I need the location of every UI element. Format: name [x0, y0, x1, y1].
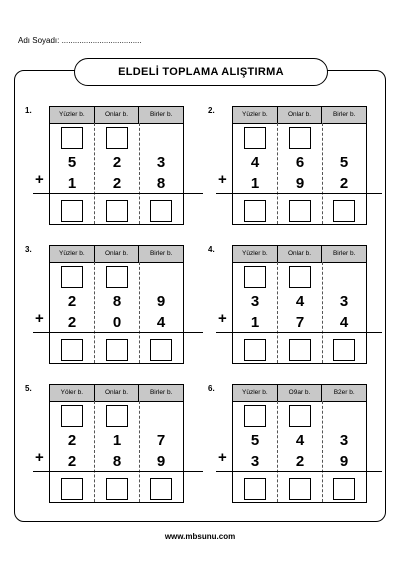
answer-box-tens[interactable] [106, 339, 128, 361]
bottom-digit-tens: 8 [112, 453, 122, 470]
sum-line [216, 471, 382, 472]
problem-3 [25, 245, 200, 365]
answer-box-tens[interactable] [106, 478, 128, 500]
header-ones: Birler b. [332, 111, 356, 118]
header-hundreds: Yüzler b. [50, 246, 95, 262]
header-hundreds: Yüzler b. [233, 107, 278, 123]
top-digit-ones: 3 [339, 293, 349, 310]
answer-box-hundreds[interactable] [61, 339, 83, 361]
column-divider [322, 262, 323, 363]
carry-box-hundreds[interactable] [244, 127, 266, 149]
column-divider [277, 123, 278, 224]
answer-box-ones[interactable] [333, 339, 355, 361]
problem-5 [25, 384, 200, 504]
header-tens: Onlar b. [95, 107, 140, 123]
problem-number: 2. [208, 106, 215, 115]
column-divider [277, 401, 278, 502]
bottom-digit-hundreds: 3 [250, 453, 260, 470]
carry-box-hundreds[interactable] [61, 405, 83, 427]
header-ones: Birler b. [332, 250, 356, 257]
top-digit-tens: 4 [295, 432, 305, 449]
carry-box-hundreds[interactable] [244, 266, 266, 288]
bottom-digit-ones: 2 [339, 175, 349, 192]
top-digit-hundreds: 4 [250, 154, 260, 171]
top-digit-tens: 6 [295, 154, 305, 171]
bottom-digit-ones: 9 [156, 453, 166, 470]
plus-sign: + [218, 171, 227, 188]
bottom-digit-ones: 4 [156, 314, 166, 331]
worksheet-title: ELDELİ TOPLAMA ALIŞTIRMA [74, 58, 328, 86]
column-divider [139, 401, 140, 502]
bottom-digit-hundreds: 1 [67, 175, 77, 192]
answer-box-ones[interactable] [333, 200, 355, 222]
top-digit-ones: 3 [339, 432, 349, 449]
header-ones: Birler b. [149, 111, 173, 118]
top-digit-hundreds: 5 [67, 154, 77, 171]
bottom-digit-tens: 9 [295, 175, 305, 192]
place-value-grid [49, 384, 184, 503]
answer-box-hundreds[interactable] [61, 200, 83, 222]
answer-box-tens[interactable] [289, 339, 311, 361]
carry-box-hundreds[interactable] [61, 266, 83, 288]
top-digit-hundreds: 5 [250, 432, 260, 449]
top-digit-tens: 4 [295, 293, 305, 310]
top-digit-tens: 2 [112, 154, 122, 171]
answer-box-ones[interactable] [333, 478, 355, 500]
carry-box-hundreds[interactable] [61, 127, 83, 149]
header-hundreds: Yüzler b. [233, 246, 278, 262]
student-name-line: Adı Soyadı: .................................... [18, 36, 142, 45]
column-divider [94, 401, 95, 502]
answer-box-ones[interactable] [150, 339, 172, 361]
problem-number: 4. [208, 245, 215, 254]
header-ones: Birler b. [149, 250, 173, 257]
problem-number: 6. [208, 384, 215, 393]
bottom-digit-ones: 9 [339, 453, 349, 470]
top-digit-hundreds: 2 [67, 293, 77, 310]
problem-1 [25, 106, 200, 226]
carry-box-hundreds[interactable] [244, 405, 266, 427]
column-divider [94, 262, 95, 363]
bottom-digit-hundreds: 1 [250, 314, 260, 331]
header-hundreds: Yöler b. [50, 385, 95, 401]
answer-box-hundreds[interactable] [244, 478, 266, 500]
problem-6 [208, 384, 383, 504]
header-hundreds: Yüzler b. [50, 107, 95, 123]
grid-header [50, 246, 183, 263]
place-value-grid [232, 384, 367, 503]
top-digit-tens: 8 [112, 293, 122, 310]
header-tens: Onlar b. [278, 246, 323, 262]
sum-line [216, 332, 382, 333]
header-ones: B2er b. [333, 389, 355, 396]
bottom-digit-ones: 4 [339, 314, 349, 331]
place-value-grid [232, 245, 367, 364]
column-divider [322, 401, 323, 502]
carry-box-tens[interactable] [106, 127, 128, 149]
column-divider [139, 123, 140, 224]
bottom-digit-hundreds: 2 [67, 314, 77, 331]
grid-header [50, 107, 183, 124]
carry-box-tens[interactable] [106, 266, 128, 288]
carry-box-tens[interactable] [289, 405, 311, 427]
place-value-grid [232, 106, 367, 225]
answer-box-ones[interactable] [150, 200, 172, 222]
bottom-digit-hundreds: 2 [67, 453, 77, 470]
plus-sign: + [218, 310, 227, 327]
sum-line [216, 193, 382, 194]
footer-url: www.mbsunu.com [164, 532, 236, 541]
column-divider [139, 262, 140, 363]
top-digit-tens: 1 [112, 432, 122, 449]
bottom-digit-tens: 0 [112, 314, 122, 331]
bottom-digit-tens: 2 [295, 453, 305, 470]
answer-box-tens[interactable] [289, 200, 311, 222]
problem-2 [208, 106, 383, 226]
header-tens: Onlar b. [95, 385, 140, 401]
plus-sign: + [218, 449, 227, 466]
bottom-digit-ones: 8 [156, 175, 166, 192]
carry-box-tens[interactable] [106, 405, 128, 427]
sum-line [33, 193, 203, 194]
header-tens: O9ar b. [278, 385, 323, 401]
answer-box-ones[interactable] [150, 478, 172, 500]
answer-box-tens[interactable] [106, 200, 128, 222]
place-value-grid [49, 245, 184, 364]
grid-header [233, 385, 366, 402]
place-value-grid [49, 106, 184, 225]
top-digit-hundreds: 3 [250, 293, 260, 310]
top-digit-ones: 9 [156, 293, 166, 310]
header-tens: Onlar b. [278, 107, 323, 123]
bottom-digit-tens: 7 [295, 314, 305, 331]
sum-line [33, 332, 203, 333]
plus-sign: + [35, 449, 44, 466]
top-digit-hundreds: 2 [67, 432, 77, 449]
problem-number: 5. [25, 384, 32, 393]
problem-4 [208, 245, 383, 365]
problem-number: 1. [25, 106, 32, 115]
answer-box-hundreds[interactable] [244, 339, 266, 361]
plus-sign: + [35, 310, 44, 327]
answer-box-hundreds[interactable] [61, 478, 83, 500]
plus-sign: + [35, 171, 44, 188]
column-divider [277, 262, 278, 363]
answer-box-hundreds[interactable] [244, 200, 266, 222]
column-divider [94, 123, 95, 224]
answer-box-tens[interactable] [289, 478, 311, 500]
bottom-digit-hundreds: 1 [250, 175, 260, 192]
top-digit-ones: 3 [156, 154, 166, 171]
top-digit-ones: 5 [339, 154, 349, 171]
column-divider [322, 123, 323, 224]
grid-header [233, 246, 366, 263]
header-hundreds: Yüzler b. [233, 385, 278, 401]
grid-header [233, 107, 366, 124]
top-digit-ones: 7 [156, 432, 166, 449]
carry-box-tens[interactable] [289, 127, 311, 149]
problem-number: 3. [25, 245, 32, 254]
bottom-digit-tens: 2 [112, 175, 122, 192]
header-ones: Birler b. [149, 389, 173, 396]
grid-header [50, 385, 183, 402]
sum-line [33, 471, 203, 472]
carry-box-tens[interactable] [289, 266, 311, 288]
header-tens: Onlar b. [95, 246, 140, 262]
